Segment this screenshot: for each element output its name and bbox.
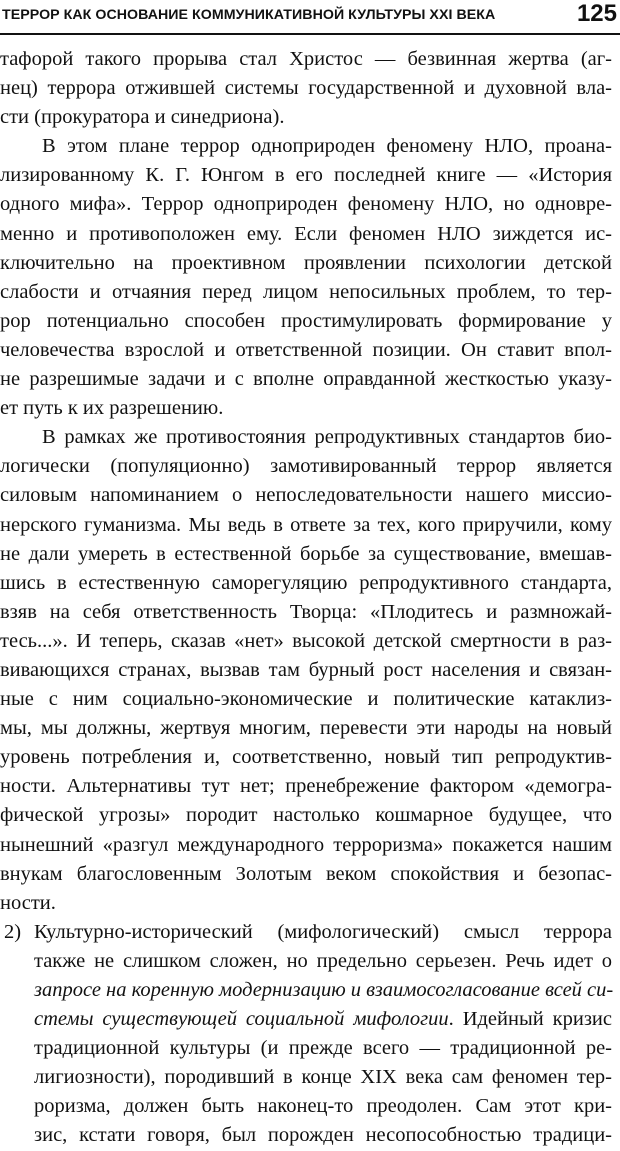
list-item-2 — [0, 918, 612, 1151]
text-line: ет путь к их разрешению. — [0, 397, 224, 420]
text-line: логически (популяционно) замотивированный террор является — [0, 455, 612, 478]
text-line: одного мифа». Террор одноприроден феномену НЛО, но одновре- — [0, 193, 612, 216]
text-line: В этом плане террор одноприроден феномену НЛО, проана- — [42, 135, 612, 158]
text-line: человечества взрослой и ответственной позиции. Он ставит впол- — [0, 338, 612, 361]
text-line: фической угрозы» породит настолько кошмарное будущее, что — [0, 804, 612, 827]
text-line: внукам благословенным Золотым веком спокойствия и безопас- — [0, 862, 612, 885]
text-line: шись в естественную саморегуляцию репродуктивного стандарта, — [0, 571, 612, 594]
paragraph-3 — [0, 423, 612, 918]
text-line: нынешний «разгул международного терроризма» покажется нашим — [0, 833, 612, 856]
text-line: сти (прокуратора и синедриона). — [0, 106, 285, 129]
text-line: роризма, должен быть наконец-то преодолен. Сам этот кри- — [34, 1095, 612, 1118]
text-line: мы, мы должны, жертвуя многим, перевести эти народы на новый — [0, 717, 612, 740]
text-line — [0, 918, 612, 947]
text-line: традиционной культуры (и прежде всего — традиционной ре- — [34, 1037, 612, 1060]
text-line: силовым напоминанием о непоследовательности нашего миссио- — [0, 484, 612, 507]
text-line: ности. — [0, 891, 56, 914]
text-line: ключительно на проективном проявлении психологии детской — [0, 251, 612, 274]
emphasis-text: стемы существующей социальной мифологии — [34, 1008, 449, 1031]
list-number: 2) — [4, 920, 22, 943]
paragraph-1 — [0, 45, 612, 132]
text-line: уровень потребления и, соответственно, новый тип репродуктив- — [0, 746, 612, 769]
text-line: ные с ним социально-экономические и политические катаклиз- — [0, 688, 612, 711]
text-line: рор потенциально способен простимулировать формирование у — [0, 309, 612, 332]
text-line: нец) террора отжившей системы государственной и духовной вла- — [0, 77, 612, 100]
running-head: ТЕРРОР КАК ОСНОВАНИЕ КОММУНИКАТИВНОЙ КУЛЬТУРЫ XXI ВЕКА — [2, 7, 496, 23]
text-line: не разрешимые задачи и с вполне оправданной жесткостью указу- — [0, 368, 612, 391]
text-line: взяв на себя ответственность Творца: «Плодитесь и размножай- — [0, 600, 612, 623]
text-line: слабости и отчаяния перед лицом непосильных проблем, то тер- — [0, 280, 612, 303]
text-line — [0, 1005, 612, 1034]
text-line: тафорой такого прорыва стал Христос — безвинная жертва (аг- — [0, 48, 612, 70]
emphasis-text: запросе на коренную модернизацию и взаимосогласование всей си- — [34, 979, 614, 1001]
list-text: Культурно-исторический (мифологический) смысл террора — [34, 920, 612, 943]
text-line: нерского гуманизма. Мы ведь в ответе за тех, кого приручили, кому — [0, 513, 612, 536]
text-line: ности. Альтернативы тут нет; пренебрежение фактором «демогра- — [0, 775, 612, 798]
body-text — [0, 45, 612, 1151]
list-text: . Идейный кризис — [448, 1008, 612, 1031]
page-header — [0, 0, 620, 38]
text-line — [0, 976, 612, 1005]
text-line: зис, кстати говоря, был порожден несопособностью традици- — [34, 1124, 612, 1147]
text-line: лигиозности), породивший в конце XIX века сам феномен тер- — [34, 1066, 612, 1089]
text-line: вивающихся странах, вызвав там бурный рост населения и связан- — [0, 658, 612, 681]
text-line: менно и противоположен ему. Если феномен НЛО зиждется ис- — [0, 222, 612, 245]
text-line: В рамках же противостояния репродуктивных стандартов био- — [42, 426, 612, 449]
text-line: также не слишком сложен, но предельно серьезен. Речь идет о — [34, 949, 612, 972]
paragraph-2 — [0, 132, 612, 423]
text-line: тесь...». И теперь, сказав «нет» высокой детской смертности в раз- — [0, 629, 612, 652]
text-line: не дали умереть в естественной борьбе за существование, вмешав- — [0, 542, 612, 565]
page-number: 125 — [576, 0, 617, 27]
header-rule — [0, 33, 620, 35]
text-line: лизированному К. Г. Юнгом в его последней книге — «История — [0, 164, 612, 187]
